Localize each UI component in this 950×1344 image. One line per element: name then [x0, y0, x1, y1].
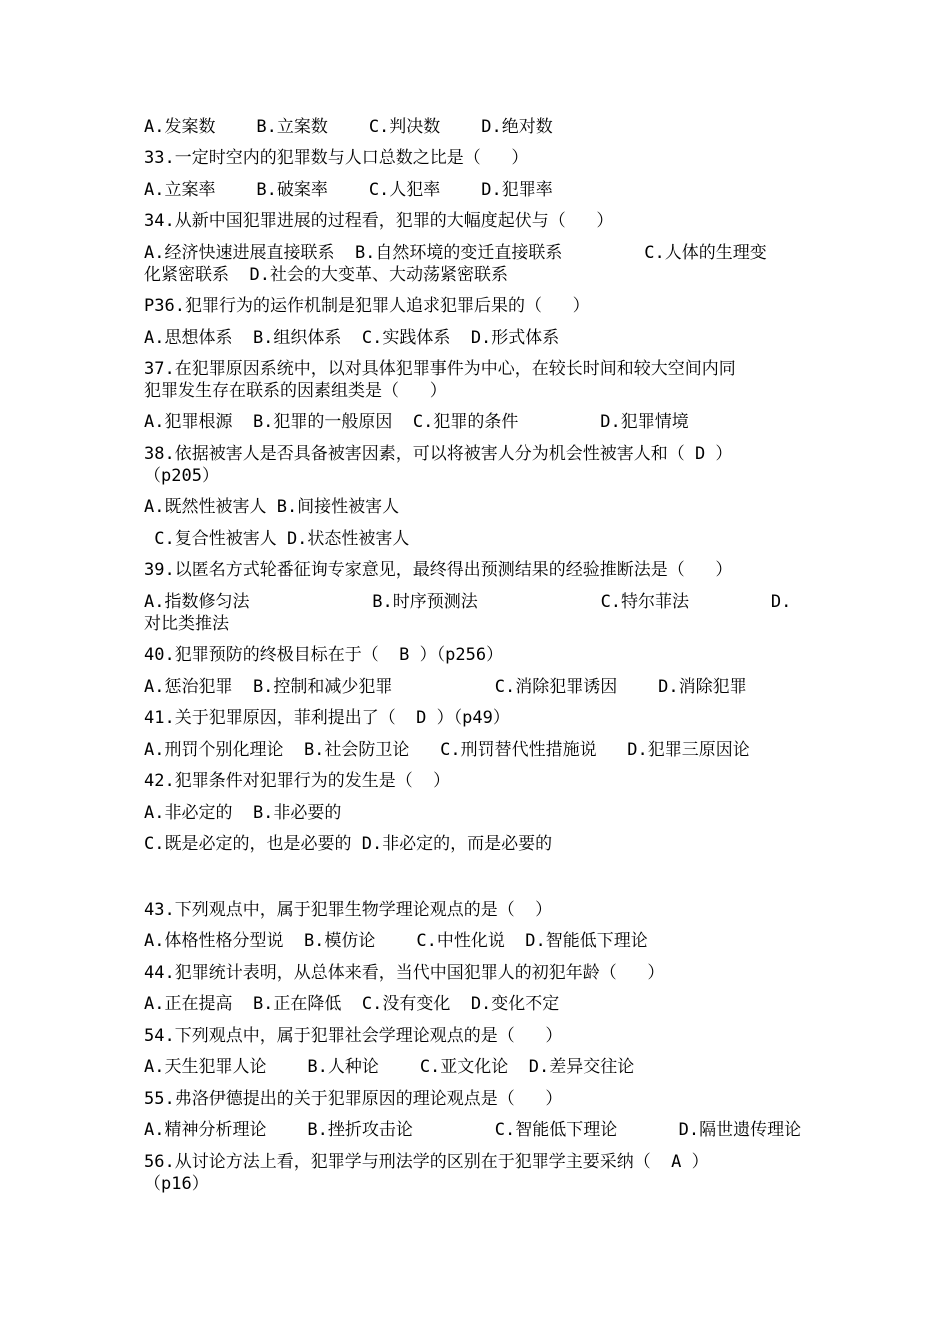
question-37-line1: 37.在犯罪原因系统中，以对具体犯罪事件为中心，在较长时间和较大空间内同 — [144, 359, 736, 379]
options-q42-line2: C.既是必定的，也是必要的 D.非必定的，而是必要的 — [144, 834, 553, 854]
question-37-line2: 犯罪发生存在联系的因素组类是（ ） — [144, 381, 447, 401]
question-38-line2: （p205） — [144, 466, 219, 486]
options-q55: A.精神分析理论 B.挫折攻击论 C.智能低下理论 D.隔世遗传理论 — [144, 1120, 802, 1140]
question-43: 43.下列观点中，属于犯罪生物学理论观点的是（ ） — [144, 900, 553, 920]
options-q33: A.立案率 B.破案率 C.人犯率 D.犯罪率 — [144, 180, 553, 200]
options-q38-line2: C.复合性被害人 D.状态性被害人 — [144, 529, 410, 549]
options-q41: A.刑罚个别化理论 B.社会防卫论 C.刑罚替代性措施说 D.犯罪三原因论 — [144, 740, 750, 760]
options-q40: A.惩治犯罪 B.控制和减少犯罪 C.消除犯罪诱因 D.消除犯罪 — [144, 677, 747, 697]
question-55: 55.弗洛伊德提出的关于犯罪原因的理论观点是（ ） — [144, 1089, 563, 1109]
options-q44: A.正在提高 B.正在降低 C.没有变化 D.变化不定 — [144, 994, 560, 1014]
question-34: 34.从新中国犯罪进展的过程看，犯罪的大幅度起伏与（ ） — [144, 211, 614, 231]
question-36: P36.犯罪行为的运作机制是犯罪人追求犯罪后果的（ ） — [144, 296, 590, 316]
options-q32: A.发案数 B.立案数 C.判决数 D.绝对数 — [144, 117, 553, 137]
question-38-line1: 38.依据被害人是否具备被害因素，可以将被害人分为机会性被害人和（ D ） — [144, 444, 733, 464]
question-56-line2: （p16） — [144, 1174, 209, 1194]
question-42: 42.犯罪条件对犯罪行为的发生是（ ） — [144, 771, 451, 791]
options-q39-line1: A.指数修匀法 B.时序预测法 C.特尔菲法 D. — [144, 592, 792, 612]
options-q34-line1: A.经济快速进展直接联系 B.自然环境的变迁直接联系 C.人体的生理变 — [144, 243, 767, 263]
options-q54: A.天生犯罪人论 B.人种论 C.亚文化论 D.差异交往论 — [144, 1057, 635, 1077]
question-33: 33.一定时空内的犯罪数与人口总数之比是（ ） — [144, 148, 529, 168]
question-41: 41.关于犯罪原因，菲利提出了（ D ）（p49） — [144, 708, 510, 728]
question-44: 44.犯罪统计表明，从总体来看，当代中国犯罪人的初犯年龄（ ） — [144, 963, 665, 983]
options-q43: A.体格性格分型说 B.模仿论 C.中性化说 D.智能低下理论 — [144, 931, 648, 951]
options-q39-line2: 对比类推法 — [144, 614, 229, 634]
options-q38-line1: A.既然性被害人 B.间接性被害人 — [144, 497, 400, 517]
options-q42-line1: A.非必定的 B.非必要的 — [144, 803, 342, 823]
question-54: 54.下列观点中，属于犯罪社会学理论观点的是（ ） — [144, 1026, 563, 1046]
question-56-line1: 56.从讨论方法上看，犯罪学与刑法学的区别在于犯罪学主要采纳（ A ） — [144, 1152, 709, 1172]
options-q37: A.犯罪根源 B.犯罪的一般原因 C.犯罪的条件 D.犯罪情境 — [144, 412, 689, 432]
options-q34-line2: 化紧密联系 D.社会的大变革、大动荡紧密联系 — [144, 265, 508, 285]
options-q36: A.思想体系 B.组织体系 C.实践体系 D.形式体系 — [144, 328, 560, 348]
question-40: 40.犯罪预防的终极目标在于（ B ）（p256） — [144, 645, 504, 665]
question-39: 39.以匿名方式轮番征询专家意见，最终得出预测结果的经验推断法是（ ） — [144, 560, 733, 580]
